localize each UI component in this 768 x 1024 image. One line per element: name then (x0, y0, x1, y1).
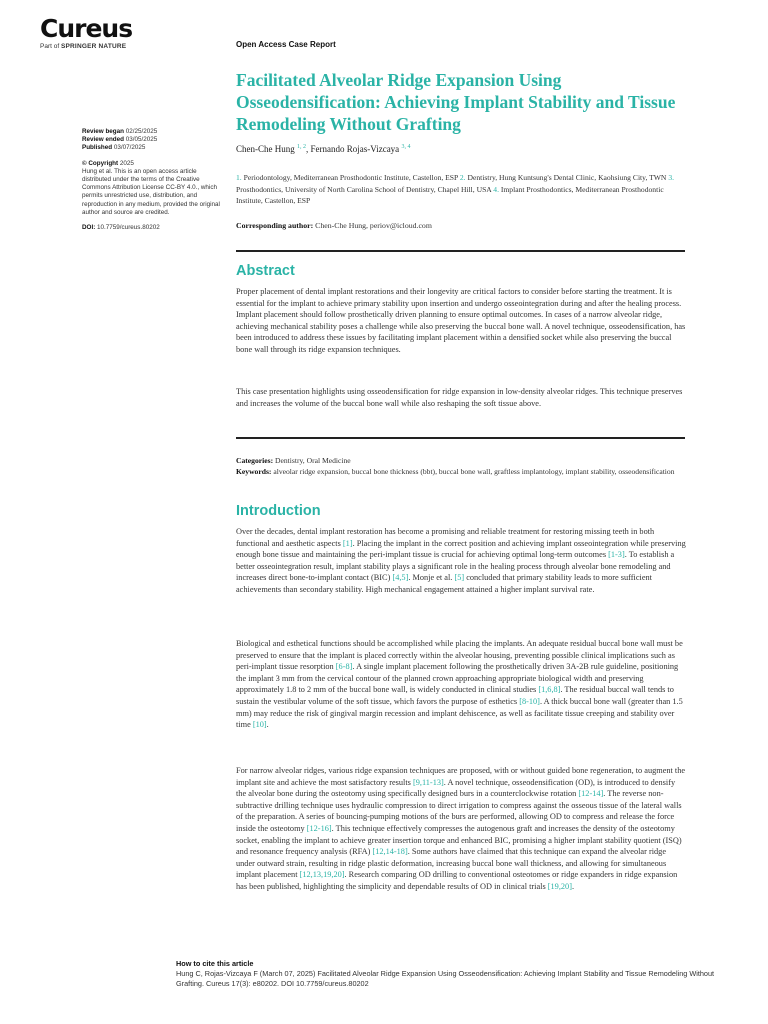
affiliations (236, 172, 691, 207)
logo-wordmark: Cureus (40, 14, 133, 43)
author-separator: , (306, 144, 311, 154)
citation-link[interactable]: [1-3] (608, 550, 625, 560)
citation-link[interactable]: [5] (454, 573, 465, 583)
text-run: . This technique effectively compresses the autogenous graft and increases the density of the osteotomy socket, enabling the implant to achieve greater insertion torque and enhanced BIC, promising a higher implant stability quotient (ISQ) and resonance frequency analysis (RFA) (236, 823, 682, 857)
citation-link[interactable]: [12-16] (306, 823, 332, 833)
published-date: 03/07/2025 (113, 144, 146, 152)
text-run: concluded that primary stability leads to more sufficient achievements than secondary stability. High mechanical engagement attained a higher implant survival rate. (236, 573, 652, 594)
categories-label: Categories: (236, 456, 274, 465)
citation-link[interactable]: [1,6,8] (538, 685, 561, 695)
review-began (82, 128, 222, 136)
author-name[interactable]: Fernando Rojas-Vizcaya (310, 144, 400, 154)
review-ended-date: 03/05/2025 (125, 136, 158, 144)
affiliation-number: 4. (493, 184, 499, 194)
text-run: . A thick buccal bone wall (greater than 1.5 mm) may reduce the risk of gingival margin recession and implant dehiscence, as well as facilitate tissue creeping and stability over time (236, 696, 683, 730)
intro-paragraph (236, 638, 686, 731)
introduction-heading: Introduction (236, 503, 321, 519)
copyright (82, 160, 222, 168)
article-sidebar (82, 128, 222, 232)
text-run: Over the decades, dental implant restoration has become a promising and reliable treatment for restoring missing teeth in both functional and aesthetic aspects (236, 527, 655, 548)
affiliation-number: 2. (459, 173, 466, 182)
text-run: . Some authors have claimed that this technique can expand the alveolar ridge under outward strain, resulting in ridge plastic deformation, increasing buccal bone wall thickness, and allowing for simultaneous implant placement (236, 847, 667, 880)
corresponding-value[interactable]: Chen-Che Hung, periov@icloud.com (315, 221, 432, 230)
license-text: Hung et al. This is an open access article distributed under the terms of the Creative Commons Attribution License CC-BY 4.0., which permits unrestricted use, distribution, and reproduction in any medium, provided the original author and source are credited. (82, 167, 220, 216)
abstract-paragraph: This case presentation highlights using osseodensification for ridge expansion in low-density alveolar ridges. This technique preserves and increases the volume of the buccal bone wall while also reshaping the soft tissue above. (236, 387, 683, 408)
affiliation-text: Periodontology, Mediterranean Prosthodontic Institute, Castellon, ESP (243, 173, 458, 182)
text-run: . Research comparing OD drilling to conventional osteotomes or ridge expanders in ridge expansion has been published, highlighting the simplicity and dependable results of OD in clinical trials (236, 870, 678, 891)
text-run: . Placing the implant in the correct position and achieving implant osseointegration while preserving enough bone tissue and maintaining the peri-implant tissue is crucial for achieving optimal long-term outcomes (236, 538, 686, 560)
keywords-label: Keywords: (236, 467, 272, 476)
corresponding-label: Corresponding author: (236, 221, 314, 230)
published (82, 144, 222, 152)
citation-link[interactable]: [12,13,19,20] (299, 870, 345, 880)
author-name[interactable]: Chen-Che Hung (236, 144, 295, 154)
author-affil-ref[interactable]: 3, 4 (401, 144, 411, 150)
affiliation-number: 3. (668, 173, 675, 182)
section-divider (236, 250, 685, 252)
citation-link[interactable]: [6-8] (335, 662, 353, 672)
review-ended-label: Review ended (82, 136, 124, 144)
text-run: . (571, 881, 575, 891)
published-label: Published (82, 144, 113, 152)
affiliation-text: Prosthodontics, University of North Carolina School of Dentistry, Chapel Hill, USA (236, 184, 492, 194)
doi-label: DOI: (82, 224, 96, 232)
citation-link[interactable]: [4,5] (392, 573, 409, 583)
text-run: For narrow alveolar ridges, various ridge expansion techniques are proposed, with or without guided bone regeneration, to augment the implant site and achieve the most satisfactory results (236, 766, 686, 787)
corresponding-author (236, 221, 432, 230)
abstract-paragraph: Proper placement of dental implant restorations and their longevity are critical factors to consider before starting the treatment. It is essential for the implant to achieve primary stability upon insertion and undergo osseointegration during and after the healing process. Implant placement should follow prosthetically driven planning to ensure optimal outcomes. In cases of a narrow alveolar ridge, achieving mechanical stability poses a challenge while also preserving the buccal bone wall. A novel technique, osseodensification, has been introduced to address these issues by facilitating implant placement within a densified socket while also preserving the buccal bone wall through its ridge expansion techniques. (236, 287, 686, 354)
author-affil-ref[interactable]: 1, 2 (297, 144, 306, 150)
citation-link[interactable]: [8-10] (519, 696, 540, 706)
logo-sub-prefix: Part of (40, 43, 60, 50)
keywords-value: alveolar ridge expansion, buccal bone thickness (bbt), buccal bone wall, graftless implantology, implant stability, osseodensification (273, 467, 675, 476)
text-run: . A single implant placement following the prosthetically driven 3A-2B rule guideline, positioning the implant 3 mm from the cervical contour of the planned crown approaching appropriate biological width and preserving approximately 1.8 to 2 mm of the buccal bone wall, is widely conducted in clinical studies (236, 662, 679, 695)
article-title: Facilitated Alveolar Ridge Expansion Using Osseodensification: Achieving Implant Stability and Tissue Remodeling Without Grafting (236, 70, 676, 134)
citation-link[interactable]: [12,14-18] (372, 847, 408, 857)
affiliation-text: Implant Prosthodontics, Mediterranean Prosthodontic Institute, Castellon, ESP (236, 184, 664, 205)
logo-sub-brand: SPRINGER NATURE (60, 43, 127, 50)
text-run: Biological and esthetical functions should be accomplished while placing the implants. An adequate residual buccal bone wall must be preserved to ensure that the implant is placed correctly within the alveolar housing, preventing possible clinical implications such as peri-implant tissue resorption (236, 639, 683, 672)
section-divider (236, 437, 685, 439)
text-run: . To establish a better osseointegration result, implant stability plays a significant role in the healing process through alveolar bone remodeling and increases direct bone-to-implant contact (BIC) (236, 550, 675, 583)
citation-link[interactable]: [1] (342, 538, 353, 548)
text-run: . A novel technique, osseodensification (OD), is introduced to densify the alveolar bone during the osteotomy using specifically designed burs in a counterclockwise rotation (236, 777, 676, 799)
review-began-label: Review began (82, 128, 124, 135)
report-type: Open Access Case Report (236, 40, 336, 49)
text-run: . The residual buccal wall tends to sustain the vestibular volume of the soft tissue, which favors the purpose of esthetics (236, 685, 674, 706)
review-began-date: 02/25/2025 (125, 128, 158, 135)
how-to-cite (176, 959, 736, 990)
review-ended (82, 136, 222, 144)
keywords (236, 466, 686, 477)
copyright-label: © Copyright (82, 159, 119, 167)
text-run: . (266, 720, 269, 730)
doi-link[interactable]: 10.7759/cureus.80202 (97, 224, 160, 232)
categories (236, 455, 686, 466)
citation-link[interactable]: [10] (252, 720, 267, 730)
intro-paragraph (236, 765, 686, 893)
how-to-cite-heading: How to cite this article (176, 959, 254, 968)
logo-subtitle (40, 43, 132, 50)
cureus-logo[interactable] (40, 16, 132, 50)
doi (82, 224, 222, 232)
citation-link[interactable]: [19,20] (547, 881, 572, 891)
author-list (236, 144, 410, 154)
text-run: . The reverse non-subtractive drilling technique uses hydraulic compression to direct irrigation to compress against the osseous tissue of the lateral walls of the preparation. A series of bouncing-pumping motions of the burs are performed, allowing OD to compress and release the force inside the osteotomy (236, 789, 682, 833)
copyright-year: 2025 (119, 159, 134, 167)
intro-paragraph (236, 526, 686, 596)
affiliation-text: Dentistry, Hung Kuntsung's Dental Clinic, Kaohsiung City, TWN (467, 173, 667, 182)
affiliation-number: 1. (236, 173, 242, 182)
citation-text: Hung C, Rojas-Vizcaya F (March 07, 2025) Facilitated Alveolar Ridge Expansion Using Osseodensification: Achieving Implant Stability and Tissue Remodeling Without Grafting. Cureus 17(3): e80202. DOI 10.7759/cureus.80202 (176, 969, 715, 989)
text-run: . Monje et al. (408, 573, 455, 583)
citation-link[interactable]: [9,11-13] (412, 777, 444, 787)
categories-value[interactable]: Dentistry, Oral Medicine (275, 456, 351, 465)
citation-link[interactable]: [12-14] (578, 789, 604, 799)
abstract-heading: Abstract (236, 263, 295, 279)
